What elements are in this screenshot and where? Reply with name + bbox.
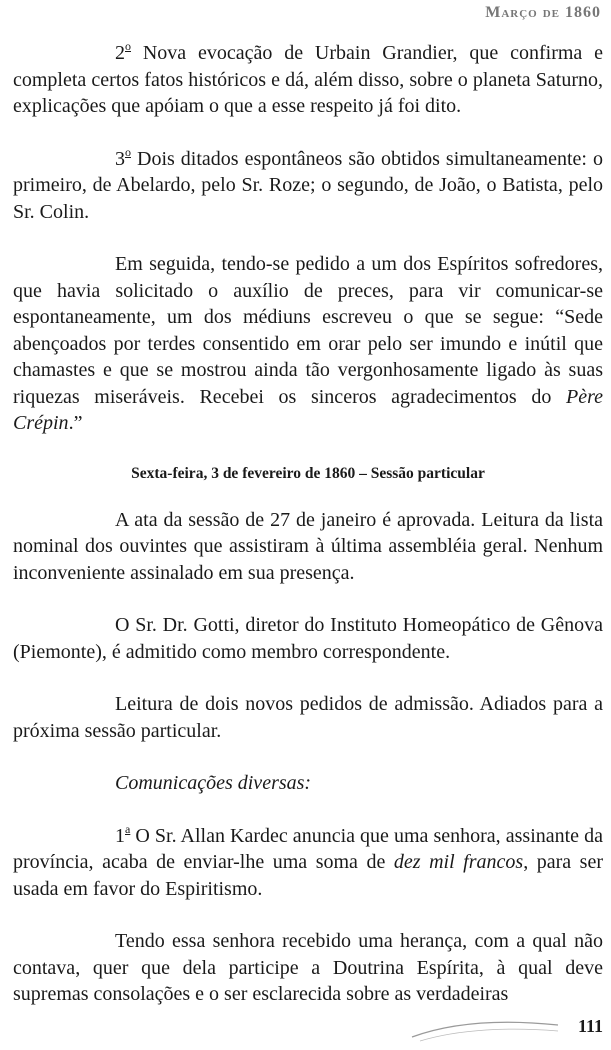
paragraph-heranca: Tendo essa senhora recebido uma herança, com a qual não contava, quer que dela participe a Doutrina Espírita, à qual deve supremas consolações e o ser esclarecida sobre as verdadeiras (13, 930, 603, 1005)
page-body (13, 40, 603, 1008)
paragraph-item-1: 1$^a$ O Sr. Allan Kardec anuncia que uma senhora, assinante da província, acaba de enviar-lhe uma soma de dez mil francos, para ser usada em favor do Espiritismo. (13, 821, 604, 900)
paragraph-gotti: O Sr. Dr. Gotti, diretor do Instituto Homeopático de Gênova (Piemonte), é admitido como membro correspondente. (13, 614, 603, 663)
footer-ornament (410, 1015, 560, 1045)
page-number: 111 (577, 1016, 603, 1036)
subheading-comunicacoes: Comunicações diversas: (115, 772, 312, 794)
paragraph-item-2: 2$^o$ Nova evocação de Urbain Grandier, que confirma e completa certos fatos históricos e dá, além disso, sobre o planeta Saturno, explicações que apóiam o que a esse respeito já foi dito. (13, 39, 603, 117)
paragraph-admissao: Leitura de dois novos pedidos de admissão. Adiados para a próxima sessão particular. (13, 693, 603, 742)
paragraph-pere-crepin: Em seguida, tendo-se pedido a um dos Espíritos sofredores, que havia solicitado o auxílio de preces, para vir comunicar-se espontaneamente, um dos médiuns escreveu o que se segue: “Sede abençoados por terdes consentido em orar pelo ser imundo e inútil que chamastes e que se mostrou ainda tão vergonhosamente ligado às suas riquezas miseráveis. Recebei os sinceros agradecimentos do Père Crépin.” (13, 253, 603, 434)
session-heading: Sexta-feira, 3 de fevereiro de 1860 – Sessão particular (131, 464, 485, 482)
paragraph-item-3: 3$^o$ Dois ditados espontâneos são obtidos simultaneamente: o primeiro, de Abelardo, pelo Sr. Roze; o segundo, de João, o Batista, pelo Sr. Colin. (13, 144, 603, 223)
running-header: Março de 1860 (485, 4, 601, 21)
paragraph-ata: A ata da sessão de 27 de janeiro é aprovada. Leitura da lista nominal dos ouvintes que assistiram à última assembléia geral. Nenhum inconveniente assinalado em sua presença. (13, 508, 603, 584)
